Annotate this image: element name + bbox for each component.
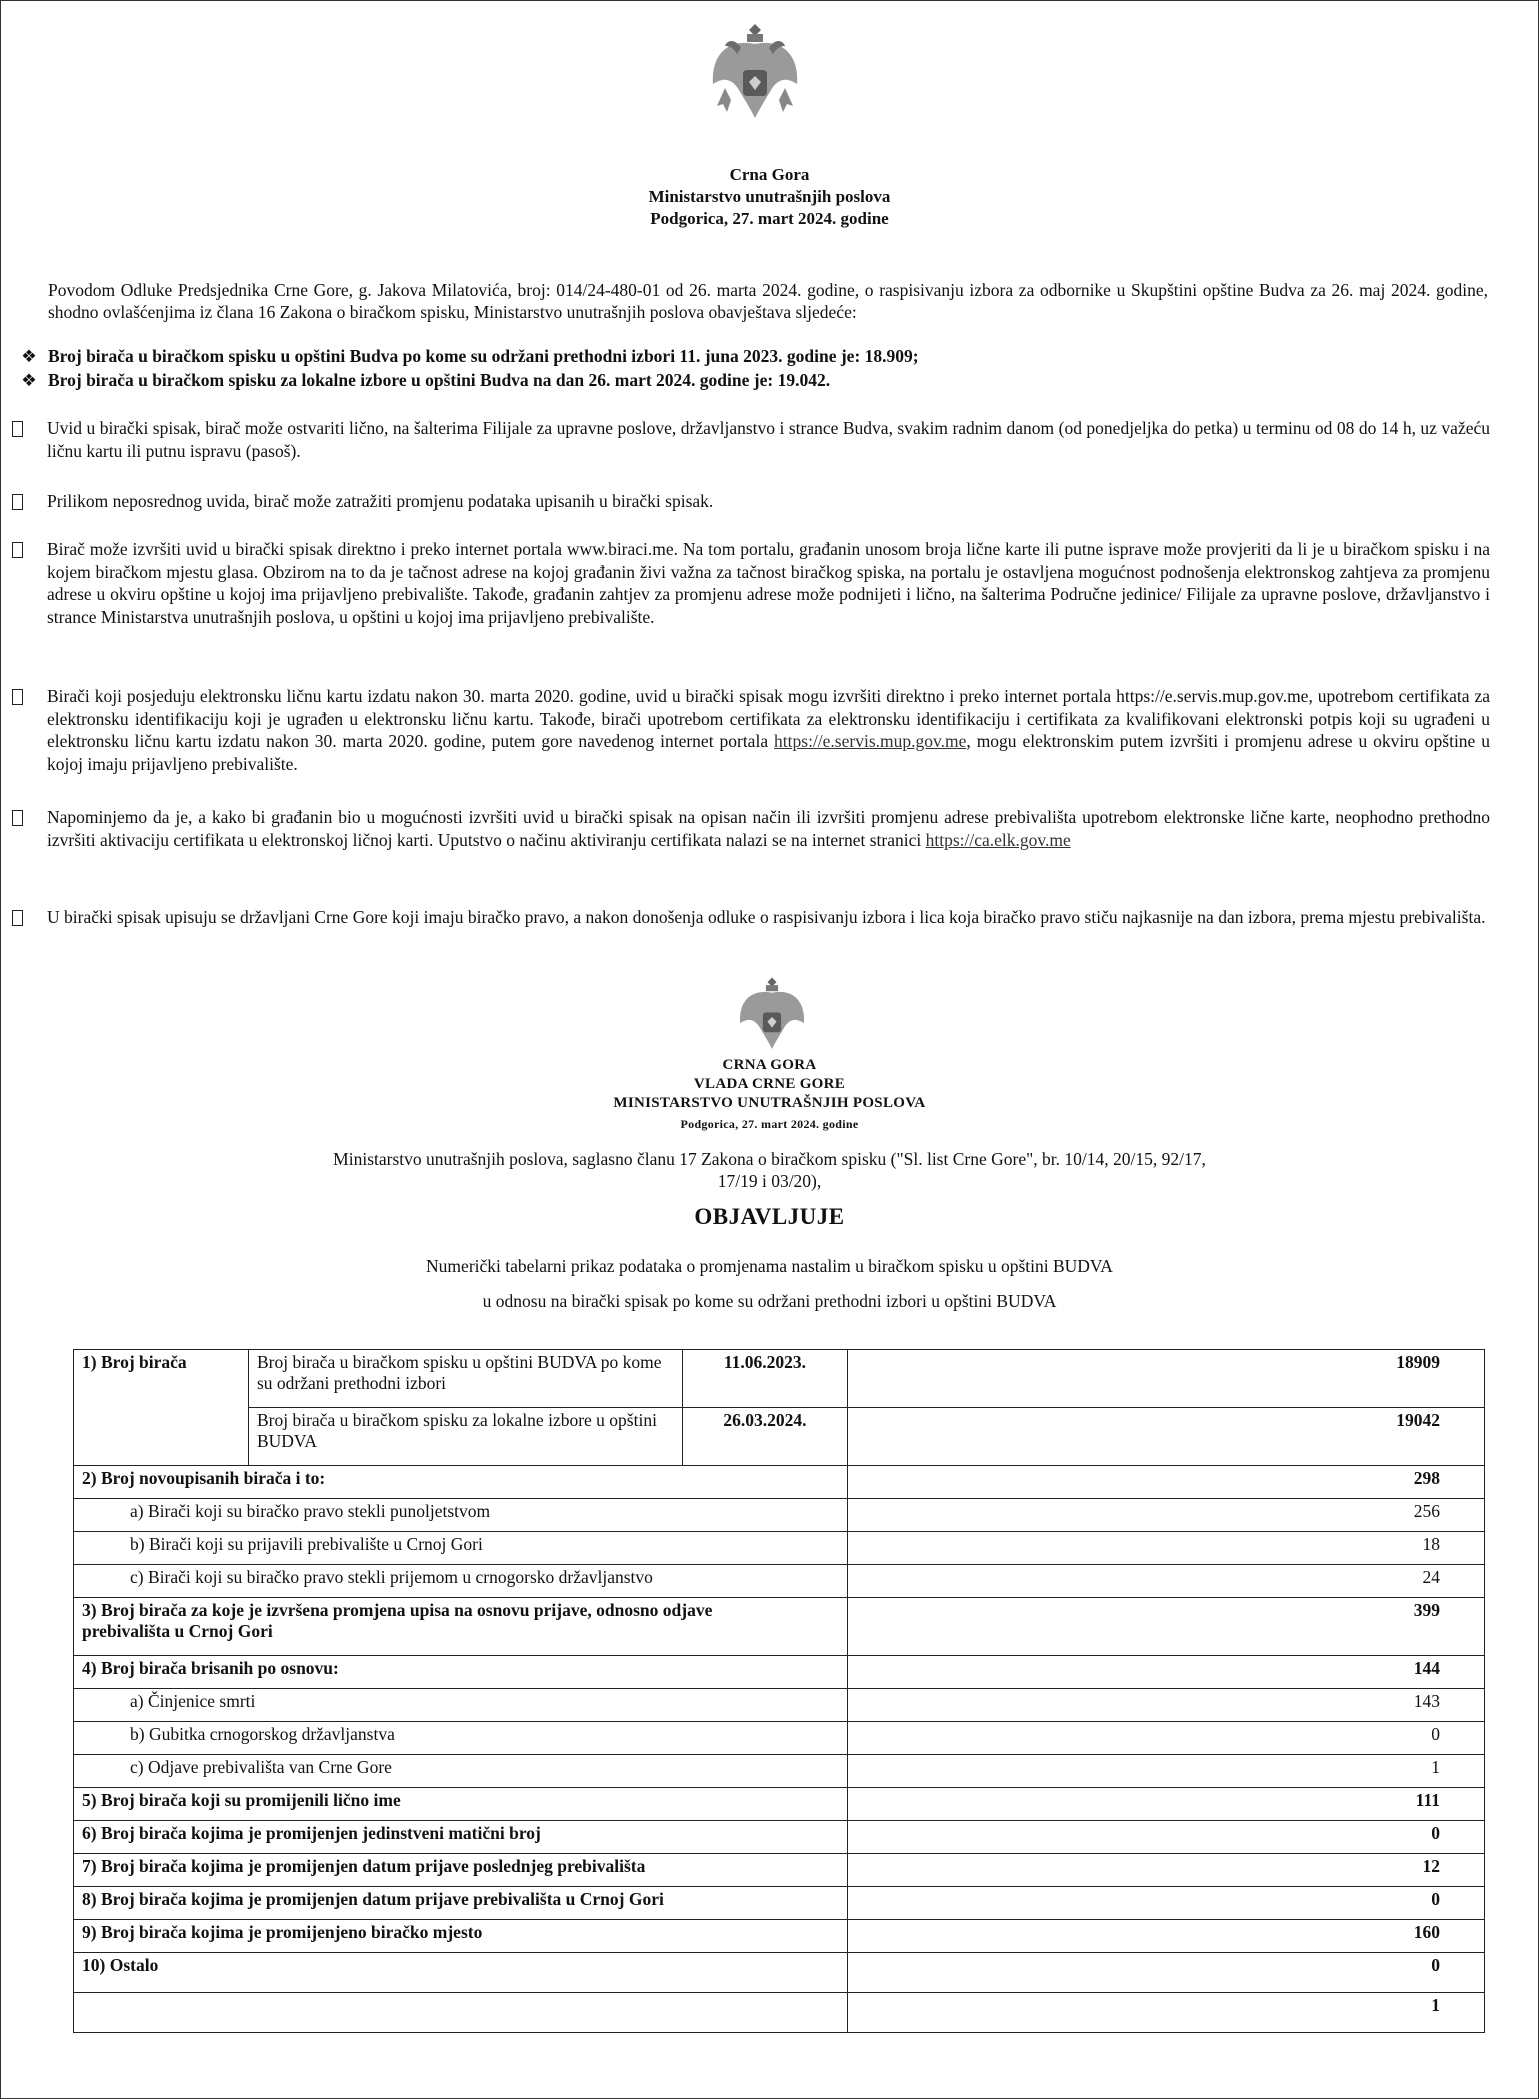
bullet-text: Broj birača u biračkom spisku za lokalne izbore u opštini Budva na dan 26. mart 2024. godine je: 19.042. (48, 370, 831, 390)
coat-of-arms-icon (734, 973, 810, 1055)
decree-subtitle: Numerički tabelarni prikaz podataka o promjenama nastalim u biračkom spisku u opštini BUDVA (426, 1256, 1113, 1276)
table-cell: 1) Broj birača (74, 1350, 249, 1466)
list-item-text: Birači koji posjeduju elektronsku ličnu kartu izdatu nakon 30. marta 2020. godine, uvid u birački spisak mogu izvršiti direktno i preko internet portala https://e.servis.mup.gov.me, upotrebom certifikata za elektronsku identifikaciju koji je ugrađen u elektronsku ličnu kartu. Takođe, birači upotrebom certifikata za elektronsku identifikaciju i certifikata za kvalifikovani elektronski potpis koji su ugrađeni u elektronsku ličnu kartu izdatu nakon 30. marta 2020. godine, putem gore navedenog internet portala https://e.servis.mup.gov.me, mogu elektronskim putem izvršiti i promjenu adrese u okviru opštine u kojoj imaju prijavljeno prebivalište. (47, 686, 1491, 774)
header-date: Podgorica, 27. mart 2024. godine (650, 209, 889, 228)
gov-header-date: Podgorica, 27. mart 2024. godine (680, 1117, 859, 1131)
table-cell: 0 (847, 1887, 1484, 1920)
table-row (74, 1920, 1485, 1953)
checkbox-glyph-icon (12, 421, 23, 437)
table-cell: Broj birača u biračkom spisku u opštini BUDVA po kome su održani prethodni izbori (248, 1350, 682, 1408)
table-cell (74, 1993, 848, 2033)
bullet-diamond-icon: ❖ (21, 346, 37, 366)
table-row (74, 1598, 1485, 1656)
table-row (74, 1532, 1485, 1565)
decree-subtitle-2: u odnosu na birački spisak po kome su održani prethodni izbori u opštini BUDVA (482, 1291, 1057, 1311)
table-row (74, 1821, 1485, 1854)
intro-paragraph: Povodom Odluke Predsjednika Crne Gore, g. Jakova Milatovića, broj: 014/24-480-01 od 26. marta 2024. godine, o raspisivanju izbora za odbornike u Skupštini opštine Budva za 26. maj 2024. godine, shodno ovlašćenjima iz člana 16 Zakona o biračkom spisku, Ministarstvo unutrašnjih poslova obavještava sljedeće: (48, 280, 1488, 322)
checkbox-glyph-icon (12, 910, 23, 926)
checkbox-glyph-icon (12, 542, 23, 558)
table-cell: 26.03.2024. (682, 1408, 847, 1466)
table-row (74, 1499, 1485, 1532)
table-row (74, 1722, 1485, 1755)
table-cell: 24 (847, 1565, 1484, 1598)
table-row (74, 1788, 1485, 1821)
list-item-text: Uvid u birački spisak, birač može ostvariti lično, na šalterima Filijale za upravne poslove, državljanstvo i strance Budva, svakim radnim danom (od ponedjeljka do petka) u terminu od 08 do 14 h, uz važeću ličnu kartu ili putnu ispravu (pasoš). (47, 418, 1490, 461)
list-item-text: Napominjemo da je, a kako bi građanin bio u mogućnosti izvršiti uvid u birački spisak na opisan način ili izvršiti promjenu adrese prebivališta upotrebom elektronske lične karte, neophodno prethodno izvršiti aktivaciju certifikata u elektronskoj ličnoj karti. Uputstvo o načinu aktiviranju certifikata nalazi se na internet stranici https://ca.elk.gov.me (47, 807, 1490, 850)
table-cell: 2) Broj novoupisanih birača i to: (74, 1466, 848, 1499)
bullet-item (10, 344, 1490, 368)
gov-header-government: VLADA CRNE GORE (693, 1076, 846, 1092)
header-country: Crna Gora (729, 165, 810, 184)
table-cell: 1 (847, 1993, 1484, 2033)
table-row (74, 1993, 1485, 2033)
table-cell: b) Gubitka crnogorskog državljanstva (74, 1722, 848, 1755)
table-cell: 7) Broj birača kojima je promijenjen datum prijave poslednjeg prebivališta (74, 1854, 848, 1887)
bullet-diamond-icon: ❖ (21, 370, 37, 390)
table-row (74, 1656, 1485, 1689)
coat-of-arms-icon (705, 18, 805, 126)
list-item (10, 490, 1490, 513)
table-row (74, 1689, 1485, 1722)
table-cell: c) Birači koji su biračko pravo stekli prijemom u crnogorsko državljanstvo (74, 1565, 848, 1598)
table-cell: 9) Broj birača kojima je promijenjeno biračko mjesto (74, 1920, 848, 1953)
table-cell: a) Činjenice smrti (74, 1689, 848, 1722)
table-cell: 19042 (847, 1408, 1484, 1466)
decree-text: Ministarstvo unutrašnjih poslova, saglasno članu 17 Zakona o biračkom spisku ("Sl. list Crne Gore", br. 10/14, 20/15, 92/17, (333, 1149, 1206, 1169)
table-cell: 4) Broj birača brisanih po osnovu: (74, 1656, 848, 1689)
table-cell: 111 (847, 1788, 1484, 1821)
bullet-text: Broj birača u biračkom spisku u opštini Budva po kome su održani prethodni izbori 11. juna 2023. godine je: 18.909; (48, 346, 919, 366)
statistics-table (73, 1349, 1485, 2033)
table-cell: 3) Broj birača za koje je izvršena promjena upisa na osnovu prijave, odnosno odjave prebivališta u Crnoj Gori (74, 1598, 848, 1656)
checkbox-glyph-icon (12, 810, 23, 826)
table-row (74, 1887, 1485, 1920)
gov-header-country: CRNA GORA (722, 1057, 817, 1073)
table-row (74, 1408, 1485, 1466)
list-item-text: Birač može izvršiti uvid u birački spisak direktno i preko internet portala www.biraci.me. Na tom portalu, građanin unosom broja lične karte ili putne isprave može provjeriti da li je u biračkom spisku i na kojem biračkom mjestu glasa. Obzirom na to da je tačnost adrese na kojoj građanin živi važna za tačnost biračkog spiska, na portalu je ostavljena mogućnost podnošenja elektronskog zahtjeva za promjenu adrese u okviru opštine u kojoj ima prijavljeno prebivalište. Takođe, građanin zahtjev za promjenu adrese može podnijeti i lično, na šalterima Područne jedinice/ Filijale za upravne poslove, državljanstvo i strance Ministarstva unutrašnjih poslova, u opštini u kojoj ima prijavljeno prebivalište. (47, 539, 1490, 627)
table-cell: 18 (847, 1532, 1484, 1565)
table-cell: c) Odjave prebivališta van Crne Gore (74, 1755, 848, 1788)
decree-text-cont: 17/19 i 03/20), (717, 1171, 822, 1191)
list-item (10, 806, 1490, 851)
table-cell: 6) Broj birača kojima je promijenjen jedinstveni matični broj (74, 1821, 848, 1854)
ca-elk-link[interactable]: https://ca.elk.gov.me (925, 829, 1071, 850)
decree-title: OBJAVLJUJE (694, 1204, 845, 1229)
eservis-link[interactable]: https://e.servis.mup.gov.me (774, 731, 967, 751)
table-row (74, 1350, 1485, 1408)
table-cell: 12 (847, 1854, 1484, 1887)
table-cell: 143 (847, 1689, 1484, 1722)
list-item (10, 906, 1490, 929)
table-cell: a) Birači koji su biračko pravo stekli punoljetstvom (74, 1499, 848, 1532)
table-cell: 0 (847, 1722, 1484, 1755)
list-item-text: Prilikom neposrednog uvida, birač može zatražiti promjenu podataka upisanih u birački spisak. (47, 491, 714, 511)
list-item-text: U birački spisak upisuju se državljani Crne Gore koji imaju biračko pravo, a nakon donošenja odluke o raspisivanju izbora i lica koja biračko pravo stiču najkasnije na dan izbora, prema mjestu prebivališta. (47, 907, 1486, 927)
table-cell: 11.06.2023. (682, 1350, 847, 1408)
table-row (74, 1565, 1485, 1598)
table-cell: 10) Ostalo (74, 1953, 848, 1993)
bullet-item (10, 368, 1490, 392)
table-cell: 1 (847, 1755, 1484, 1788)
table-cell: 399 (847, 1598, 1484, 1656)
table-cell: 0 (847, 1821, 1484, 1854)
gov-header-ministry: MINISTARSTVO UNUTRAŠNJIH POSLOVA (613, 1095, 926, 1111)
table-row (74, 1755, 1485, 1788)
table-cell: 160 (847, 1920, 1484, 1953)
list-item (10, 685, 1490, 775)
table-cell: b) Birači koji su prijavili prebivalište u Crnoj Gori (74, 1532, 848, 1565)
table-row (74, 1466, 1485, 1499)
table-cell: 5) Broj birača koji su promijenili lično ime (74, 1788, 848, 1821)
table-cell: 8) Broj birača kojima je promijenjen datum prijave prebivališta u Crnoj Gori (74, 1887, 848, 1920)
list-item (10, 538, 1490, 628)
list-item (10, 417, 1490, 462)
table-row (74, 1953, 1485, 1993)
table-row (74, 1854, 1485, 1887)
header-ministry: Ministarstvo unutrašnjih poslova (648, 187, 891, 206)
table-cell: 256 (847, 1499, 1484, 1532)
table-cell: 18909 (847, 1350, 1484, 1408)
checkbox-glyph-icon (12, 494, 23, 510)
checkbox-glyph-icon (12, 689, 23, 705)
table-cell: 144 (847, 1656, 1484, 1689)
table-cell: 0 (847, 1953, 1484, 1993)
table-cell: 298 (847, 1466, 1484, 1499)
table-cell: Broj birača u biračkom spisku za lokalne izbore u opštini BUDVA (248, 1408, 682, 1466)
